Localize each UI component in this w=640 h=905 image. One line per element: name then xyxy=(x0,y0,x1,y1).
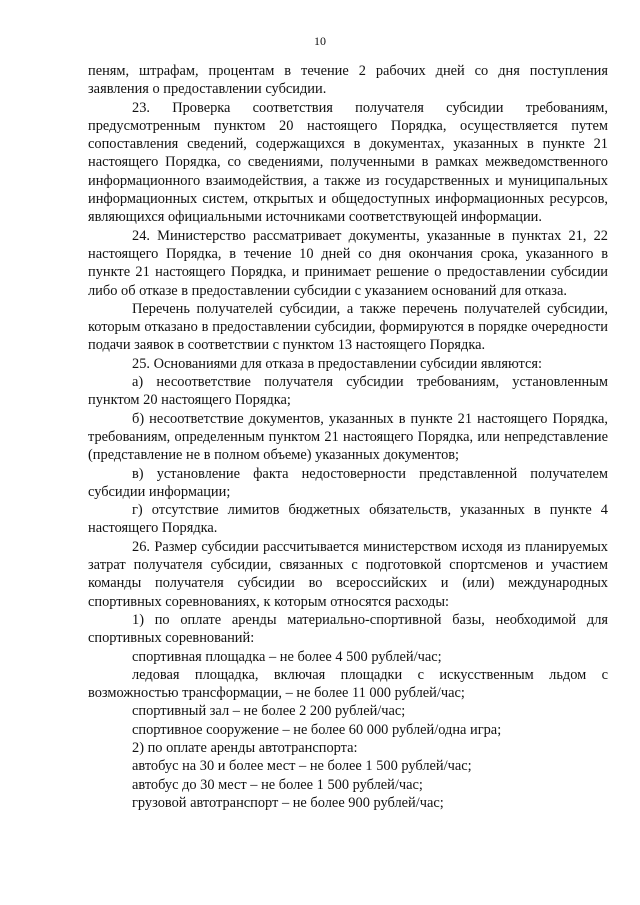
paragraph: спортивная площадка – не более 4 500 рублей/час; xyxy=(132,648,442,665)
paragraph: ледовая площадка, включая площадки с искусственным льдом с возможностью трансформации, – не более 11 000 рублей/час; xyxy=(88,666,608,702)
paragraph: автобус на 30 и более мест – не более 1 500 рублей/час; xyxy=(132,758,472,775)
paragraph: пеням, штрафам, процентам в течение 2 рабочих дней со дня поступления заявления о предоставлении субсидии. xyxy=(88,63,608,98)
paragraph: грузовой автотранспорт – не более 900 рублей/час; xyxy=(132,794,444,811)
paragraph: спортивный зал – не более 2 200 рублей/час; xyxy=(132,703,406,720)
paragraph: в) установление факта недостоверности представленной получателем субсидии информации; xyxy=(88,465,608,500)
paragraph: автобус до 30 мест – не более 1 500 рублей/час; xyxy=(132,776,423,793)
paragraph: Перечень получателей субсидии, а также перечень получателей субсидии, которым отказано в предоставлении субсидии, формируются в порядке очередности подачи заявок в соответствии с пунктом 13 настоящего Порядка. xyxy=(88,300,608,354)
paragraph: б) несоответствие документов, указанных в пункте 21 настоящего Порядка, требованиям, определенным пунктом 21 настоящего Порядка, или непредставление (представление не в полном объеме) указанных документов; xyxy=(88,410,608,464)
page-number: 10 xyxy=(314,34,326,48)
document-body xyxy=(88,62,608,812)
paragraph: а) несоответствие получателя субсидии требованиям, установленным пунктом 20 настоящего Порядка; xyxy=(88,374,608,409)
paragraph: спортивное сооружение – не более 60 000 рублей/одна игра; xyxy=(132,721,502,738)
paragraph: 26. Размер субсидии рассчитывается министерством исходя из планируемых затрат получателя субсидии, связанных с подготовкой спортсменов и участием команды получателя субсидии во всероссийских и (или) международных спортивных соревнованиях, к которым относятся расходы: xyxy=(88,538,608,610)
paragraph: 24. Министерство рассматривает документы, указанные в пунктах 21, 22 настоящего Порядка, в течение 10 дней со дня окончания срока, указанного в пункте 21 настоящего Порядка, и принимает решение о предоставлении субсидии либо об отказе в предоставлении субсидии с указанием оснований для отказа. xyxy=(88,227,608,299)
paragraph: 25. Основаниями для отказа в предоставлении субсидии являются: xyxy=(132,355,542,372)
paragraph: 23. Проверка соответствия получателя субсидии требованиям, предусмотренным пунктом 20 настоящего Порядка, осуществляется путем сопоставления сведений, содержащихся в документах, указанных в пункте 21 настоящего Порядка, со сведениями, полученными в рамках межведомственного информационного взаимодействия, а также из государственных и муниципальных информационных систем, открытых и общедоступных информационных ресурсов, являющихся официальными источниками соответствующей информации. xyxy=(88,99,608,226)
paragraph: г) отсутствие лимитов бюджетных обязательств, указанных в пункте 4 настоящего Порядка. xyxy=(88,502,608,537)
paragraph: 2) по оплате аренды автотранспорта: xyxy=(132,739,358,756)
paragraph: 1) по оплате аренды материально-спортивной базы, необходимой для спортивных соревнований: xyxy=(88,611,608,647)
